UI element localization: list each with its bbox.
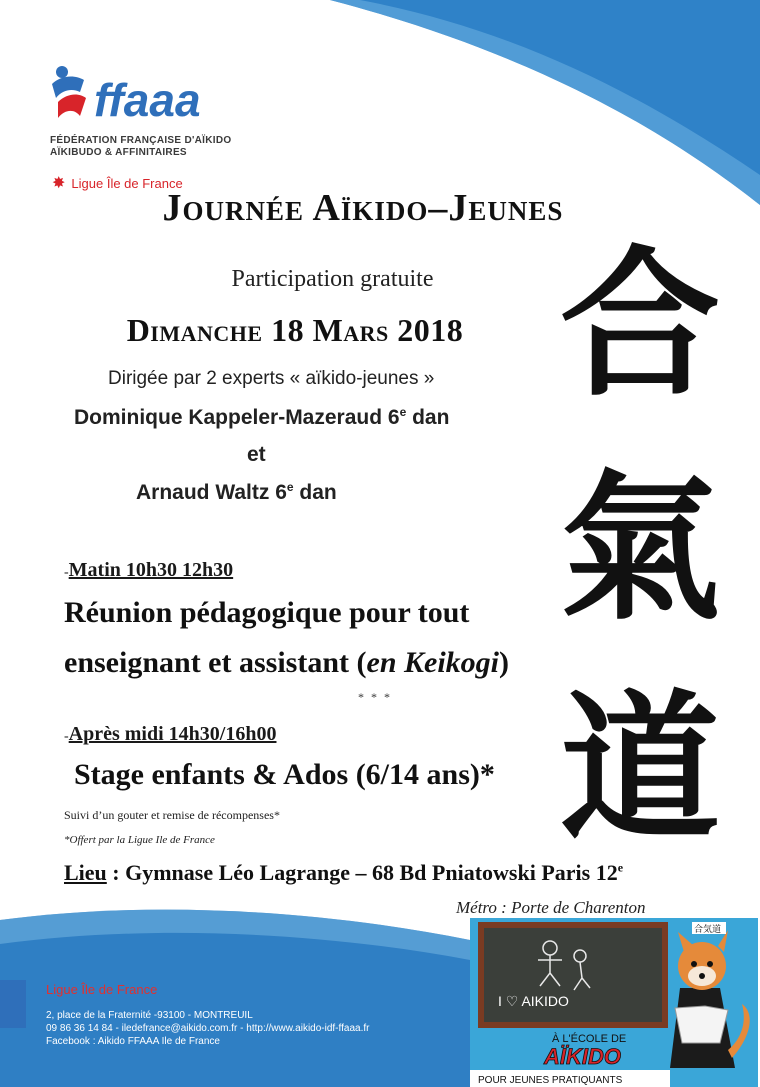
separator: * * * (358, 690, 392, 704)
afternoon-schedule: -Après midi 14h30/16h00 (64, 723, 277, 745)
experts-intro: Dirigée par 2 experts « aïkido-jeunes » (108, 368, 435, 389)
svg-text:ffaaa: ffaaa (94, 74, 201, 126)
expert-2: Arnaud Waltz 6e dan (136, 480, 337, 504)
expert-1: Dominique Kappeler-Mazeraud 6e dan (74, 405, 450, 429)
location: Lieu : Gymnase Léo Lagrange – 68 Bd Pniatowski Paris 12e (64, 860, 624, 885)
footer-league: Ligue Île de France (46, 982, 158, 997)
caption-line-3: POUR JEUNES PRATIQUANTS (478, 1075, 623, 1086)
board-text: I ♡ AIKIDO (498, 993, 569, 1009)
event-date: Dimanche 18 Mars 2018 (126, 312, 464, 348)
participation-text: Participation gratuite (231, 266, 434, 292)
federation-line-2: AÏKIBUDO & AFFINITAIRES (50, 147, 187, 158)
metro-station: Métro : Porte de Charenton (456, 898, 646, 917)
kids-aikido-illustration (470, 918, 758, 1087)
afternoon-topic: Stage enfants & Ados (6/14 ans)* (74, 758, 495, 791)
kanji-do: 道 (560, 674, 721, 862)
star-icon: ✸ (52, 175, 66, 192)
caption-line-1: À L'ÉCOLE DE (552, 1033, 627, 1045)
caption-line-2: AÏKIDO (544, 1044, 621, 1069)
badge-text: 合気道 (694, 925, 722, 935)
footer-address: 2, place de la Fraternité -93100 - MONTREUIL (46, 1010, 253, 1021)
federation-name (50, 135, 231, 159)
federation-line-1: FÉDÉRATION FRANÇAISE D'AÏKIDO (50, 135, 232, 146)
kanji-ki: 氣 (560, 454, 721, 642)
league-label-text: Ligue Île de France (71, 175, 183, 191)
offered-note: *Offert par la Ligue Ile de France (64, 834, 215, 846)
footer-contact (46, 1009, 369, 1048)
footer-facebook: Facebook : Aikido FFAAA Ile de France (46, 1036, 220, 1047)
page-title: Journée Aïkido–Jeunes (162, 187, 564, 229)
footer-phone-email-web: 09 86 36 14 84 - iledefrance@aikido.com.fr - http://www.aikido-idf-ffaaa.fr (46, 1023, 370, 1034)
expert-and: et (247, 443, 266, 466)
morning-schedule: -Matin 10h30 12h30 (64, 559, 234, 581)
snack-note: Suivi d’un gouter et remise de récompenses* (64, 808, 280, 822)
footer-accent-bar (0, 980, 26, 1028)
morning-topic-line-1: Réunion pédagogique pour tout (64, 596, 470, 629)
morning-topic-line-2: enseignant et assistant (en Keikogi) (64, 646, 510, 679)
kanji-ai: 合 (560, 230, 721, 418)
